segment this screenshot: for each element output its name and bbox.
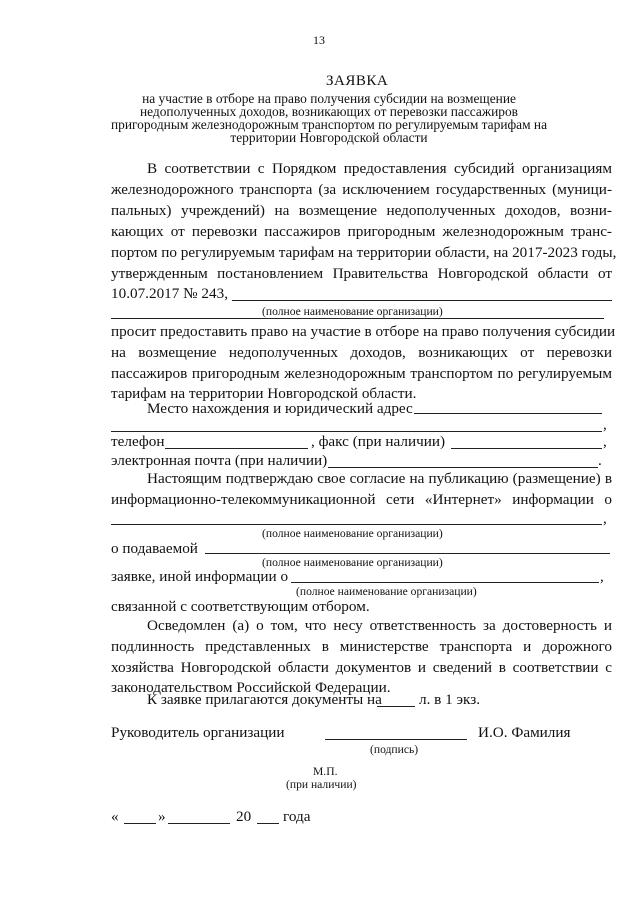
attached-label: К заявке прилагаются документы на bbox=[147, 691, 382, 708]
date-month-field[interactable] bbox=[168, 823, 230, 824]
comma: , bbox=[600, 568, 604, 585]
paragraph-line: 10.07.2017 № 243, bbox=[111, 285, 229, 302]
fax-field[interactable] bbox=[451, 448, 602, 449]
paragraph-line: В соответствии с Порядком предоставления субсидий организациям bbox=[147, 160, 612, 177]
field-caption: (полное наименование организации) bbox=[296, 585, 477, 598]
seal-note: (при наличии) bbox=[286, 778, 357, 791]
address-field[interactable] bbox=[414, 413, 602, 414]
filed-org-field[interactable] bbox=[205, 553, 610, 554]
email-field[interactable] bbox=[328, 467, 598, 468]
paragraph-line: пальных) учреждений) на возмещение недополученных доходов, возни- bbox=[111, 202, 612, 219]
address-field[interactable] bbox=[111, 431, 602, 432]
address-label: Место нахождения и юридический адрес bbox=[147, 400, 413, 417]
paragraph-line: на возмещение недополученных доходов, возникающих от перевозки bbox=[111, 344, 612, 361]
org-name-field[interactable] bbox=[232, 300, 612, 301]
paragraph-line: хозяйства Новгородской области документов и сведений в соответствии с bbox=[111, 659, 612, 676]
paragraph-line: кающих от перевозки пассажиров пригородным железнодорожным транс- bbox=[111, 223, 612, 240]
page-number: 13 bbox=[313, 33, 325, 47]
paragraph-line: утвержденным постановлением Правительства Новгородской области от bbox=[111, 265, 612, 282]
field-caption: (полное наименование организации) bbox=[262, 527, 443, 540]
subtitle-line: пригородным железнодорожным транспортом по регулируемым тарифам на bbox=[110, 117, 548, 132]
date-day-field[interactable] bbox=[124, 823, 156, 824]
phone-label: телефон bbox=[111, 433, 165, 450]
signature-field[interactable] bbox=[325, 739, 467, 740]
paragraph-line: подлинность представленных в министерстве транспорта и дорожного bbox=[111, 638, 612, 655]
paragraph-line: законодательством Российской Федерации. bbox=[111, 679, 391, 696]
subtitle-line: недополученных доходов, возникающих от перевозки пассажиров bbox=[139, 104, 518, 119]
subtitle-line: территории Новгородской области bbox=[230, 130, 428, 145]
date-year-prefix: 20 bbox=[236, 808, 252, 825]
document-title: ЗАЯВКА bbox=[326, 73, 389, 89]
signature-caption: (подпись) bbox=[370, 743, 419, 756]
date-open-quote: « bbox=[111, 808, 119, 825]
subtitle-line: на участие в отборе на право получения субсидии на возмещение bbox=[142, 91, 516, 106]
field-caption: (полное наименование организации) bbox=[262, 305, 443, 318]
application-org-field[interactable] bbox=[291, 582, 599, 583]
date-suffix: года bbox=[283, 808, 311, 825]
head-label: Руководитель организации bbox=[111, 724, 285, 741]
paragraph-line: железнодорожного транспорта (за исключением государственных (муници- bbox=[111, 181, 612, 198]
phone-field[interactable] bbox=[165, 448, 308, 449]
field-caption: (полное наименование организации) bbox=[262, 556, 443, 569]
paragraph-line: пассажиров пригородным железнодорожным транспортом по регулируемым bbox=[111, 365, 612, 382]
email-label: электронная почта (при наличии) bbox=[111, 452, 328, 469]
attached-suffix: л. в 1 экз. bbox=[419, 691, 481, 708]
comma: , bbox=[603, 510, 607, 527]
paragraph-line: Настоящим подтверждаю свое согласие на публикацию (размещение) в bbox=[147, 470, 612, 487]
date-close-quote: » bbox=[158, 808, 166, 825]
filed-label: о подаваемой bbox=[111, 540, 198, 557]
paragraph-line: тарифам на территории Новгородской области. bbox=[111, 385, 417, 402]
paragraph-line: Осведомлен (а) о том, что несу ответственность за достоверность и bbox=[147, 617, 612, 634]
application-label: заявке, иной информации о bbox=[111, 568, 289, 585]
paragraph-line: просит предоставить право на участие в отборе на право получения субсидии bbox=[111, 323, 616, 340]
attached-pages-field[interactable] bbox=[377, 706, 415, 707]
seal-label: М.П. bbox=[313, 765, 338, 778]
head-name: И.О. Фамилия bbox=[478, 724, 571, 741]
period: . bbox=[598, 452, 602, 469]
comma: , bbox=[603, 433, 607, 450]
consent-org-field[interactable] bbox=[111, 524, 602, 525]
paragraph-line: портом по регулируемым тарифам на территории области, на 2017-2023 годы, bbox=[111, 244, 617, 261]
comma: , bbox=[603, 416, 607, 433]
fax-label: , факс (при наличии) bbox=[311, 433, 446, 450]
paragraph-line: информационно-телекоммуникационной сети «Интернет» информации о bbox=[111, 491, 612, 508]
date-year-field[interactable] bbox=[257, 823, 279, 824]
org-name-field[interactable] bbox=[111, 318, 604, 319]
related-text: связанной с соответствующим отбором. bbox=[111, 598, 370, 615]
